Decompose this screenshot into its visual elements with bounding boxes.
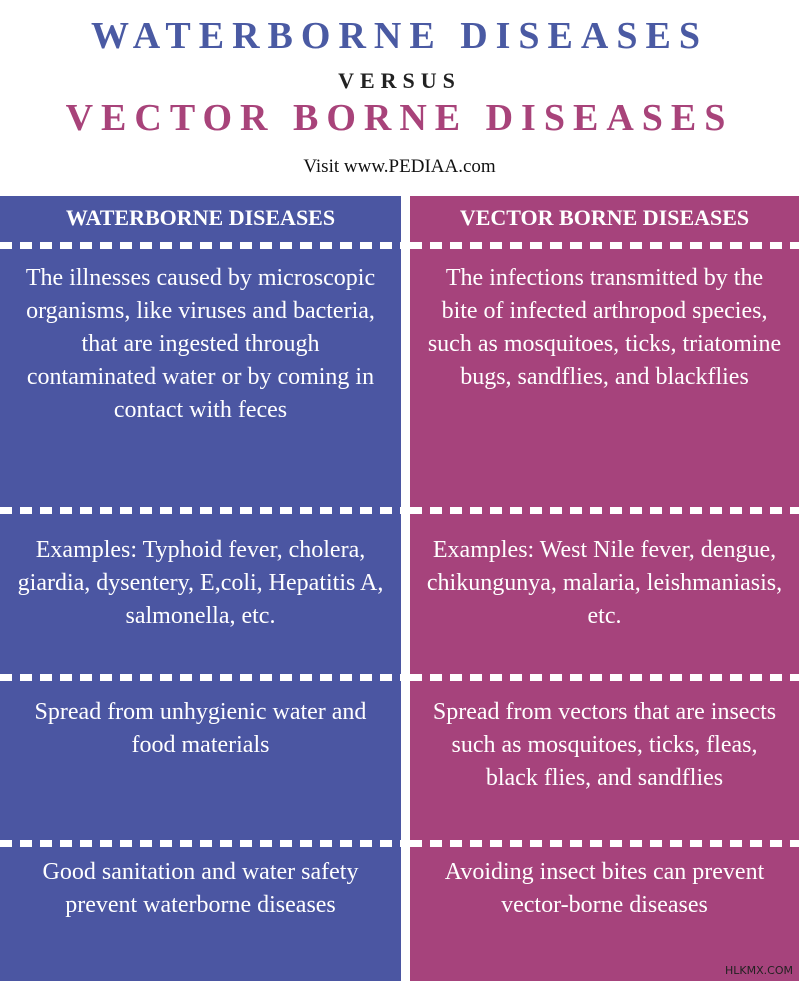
waterborne-definition: The illnesses caused by microscopic organisms, like viruses and bacteria, that are ingested through contaminated water or by coming in contact with feces: [25, 265, 376, 423]
vector-borne-examples: Examples: West Nile fever, dengue, chikungunya, malaria, leishmaniasis, etc.: [426, 537, 783, 629]
divider: [410, 840, 799, 847]
waterborne-prevention: Good sanitation and water safety prevent waterborne diseases: [42, 859, 359, 918]
divider: [0, 840, 401, 847]
watermark: HLKMX.COM: [725, 964, 793, 977]
title-versus: VERSUS: [338, 68, 461, 93]
vector-borne-column: [410, 196, 799, 981]
visit-link-text: Visit www.PEDIAA.com: [303, 156, 496, 177]
divider: [410, 242, 799, 249]
divider: [410, 507, 799, 514]
title-vector-borne: VECTOR BORNE DISEASES: [65, 97, 734, 139]
vector-borne-header: VECTOR BORNE DISEASES: [459, 205, 750, 230]
waterborne-header: WATERBORNE DISEASES: [65, 205, 336, 230]
divider: [0, 674, 401, 681]
vector-borne-prevention: Avoiding insect bites can prevent vector-borne diseases: [444, 859, 765, 918]
vector-borne-definition: The infections transmitted by the bite of infected arthropod species, such as mosquitoes, ticks, triatomine bugs, sandflies, and blackflies: [427, 265, 782, 390]
vector-borne-spread: Spread from vectors that are insects such as mosquitoes, ticks, fleas, black flies, and sandflies: [432, 699, 777, 791]
title-waterborne: WATERBORNE DISEASES: [91, 15, 708, 57]
waterborne-column: [0, 196, 401, 981]
divider: [0, 242, 401, 249]
waterborne-spread: Spread from unhygienic water and food materials: [34, 699, 367, 758]
divider: [410, 674, 799, 681]
divider: [0, 507, 401, 514]
waterborne-examples: Examples: Typhoid fever, cholera, giardia, dysentery, E,coli, Hepatitis A, salmonella, etc.: [17, 537, 384, 629]
